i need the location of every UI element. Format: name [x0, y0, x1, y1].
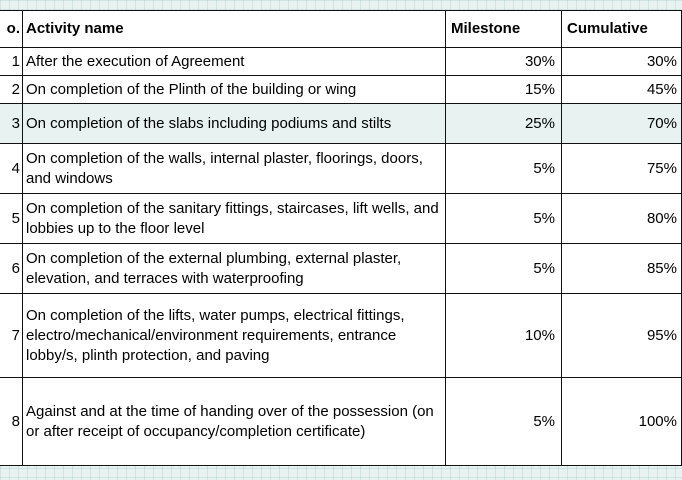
header-row: [0, 11, 682, 48]
cumulative-cell[interactable]: 95%: [562, 294, 682, 378]
row-number-cell[interactable]: 6: [0, 244, 23, 294]
header-serial-no[interactable]: o.: [0, 11, 23, 48]
cumulative-cell[interactable]: 100%: [562, 378, 682, 466]
milestone-cell[interactable]: 5%: [446, 244, 562, 294]
row-number-cell[interactable]: 1: [0, 48, 23, 76]
table-row: [0, 194, 682, 244]
row-number-cell[interactable]: 5: [0, 194, 23, 244]
activity-cell[interactable]: On completion of the walls, internal plaster, floorings, doors, and windows: [23, 144, 446, 194]
table-row: [0, 76, 682, 104]
table-row: [0, 144, 682, 194]
cumulative-cell[interactable]: 30%: [562, 48, 682, 76]
row-number-cell[interactable]: 4: [0, 144, 23, 194]
payment-schedule-table: [0, 10, 682, 466]
activity-cell[interactable]: Against and at the time of handing over of the possession (on or after receipt of occupancy/completion certificate): [23, 378, 446, 466]
table-row: [0, 294, 682, 378]
milestone-cell[interactable]: 5%: [446, 144, 562, 194]
activity-cell[interactable]: After the execution of Agreement: [23, 48, 446, 76]
milestone-cell[interactable]: 5%: [446, 194, 562, 244]
header-cumulative[interactable]: Cumulative: [562, 11, 682, 48]
cumulative-cell[interactable]: 45%: [562, 76, 682, 104]
activity-cell[interactable]: On completion of the sanitary fittings, staircases, lift wells, and lobbies up to the floor level: [23, 194, 446, 244]
milestone-cell[interactable]: 10%: [446, 294, 562, 378]
milestone-cell[interactable]: 15%: [446, 76, 562, 104]
row-number-cell[interactable]: 7: [0, 294, 23, 378]
table-row: [0, 378, 682, 466]
milestone-cell[interactable]: 25%: [446, 104, 562, 144]
milestone-cell[interactable]: 30%: [446, 48, 562, 76]
cumulative-cell[interactable]: 75%: [562, 144, 682, 194]
activity-cell[interactable]: On completion of the lifts, water pumps, electrical fittings, electro/mechanical/environment requirements, entrance lobby/s, plinth protection, and paving: [23, 294, 446, 378]
row-number-cell[interactable]: 2: [0, 76, 23, 104]
activity-cell[interactable]: On completion of the Plinth of the building or wing: [23, 76, 446, 104]
row-number-cell[interactable]: 3: [0, 104, 23, 144]
cumulative-cell[interactable]: 70%: [562, 104, 682, 144]
header-activity-name[interactable]: Activity name: [23, 11, 446, 48]
activity-cell[interactable]: On completion of the slabs including podiums and stilts: [23, 104, 446, 144]
table-row: [0, 244, 682, 294]
milestone-cell[interactable]: 5%: [446, 378, 562, 466]
row-number-cell[interactable]: 8: [0, 378, 23, 466]
table-row: [0, 104, 682, 144]
cumulative-cell[interactable]: 80%: [562, 194, 682, 244]
cumulative-cell[interactable]: 85%: [562, 244, 682, 294]
table-row: [0, 48, 682, 76]
header-milestone[interactable]: Milestone: [446, 11, 562, 48]
activity-cell[interactable]: On completion of the external plumbing, external plaster, elevation, and terraces with waterproofing: [23, 244, 446, 294]
